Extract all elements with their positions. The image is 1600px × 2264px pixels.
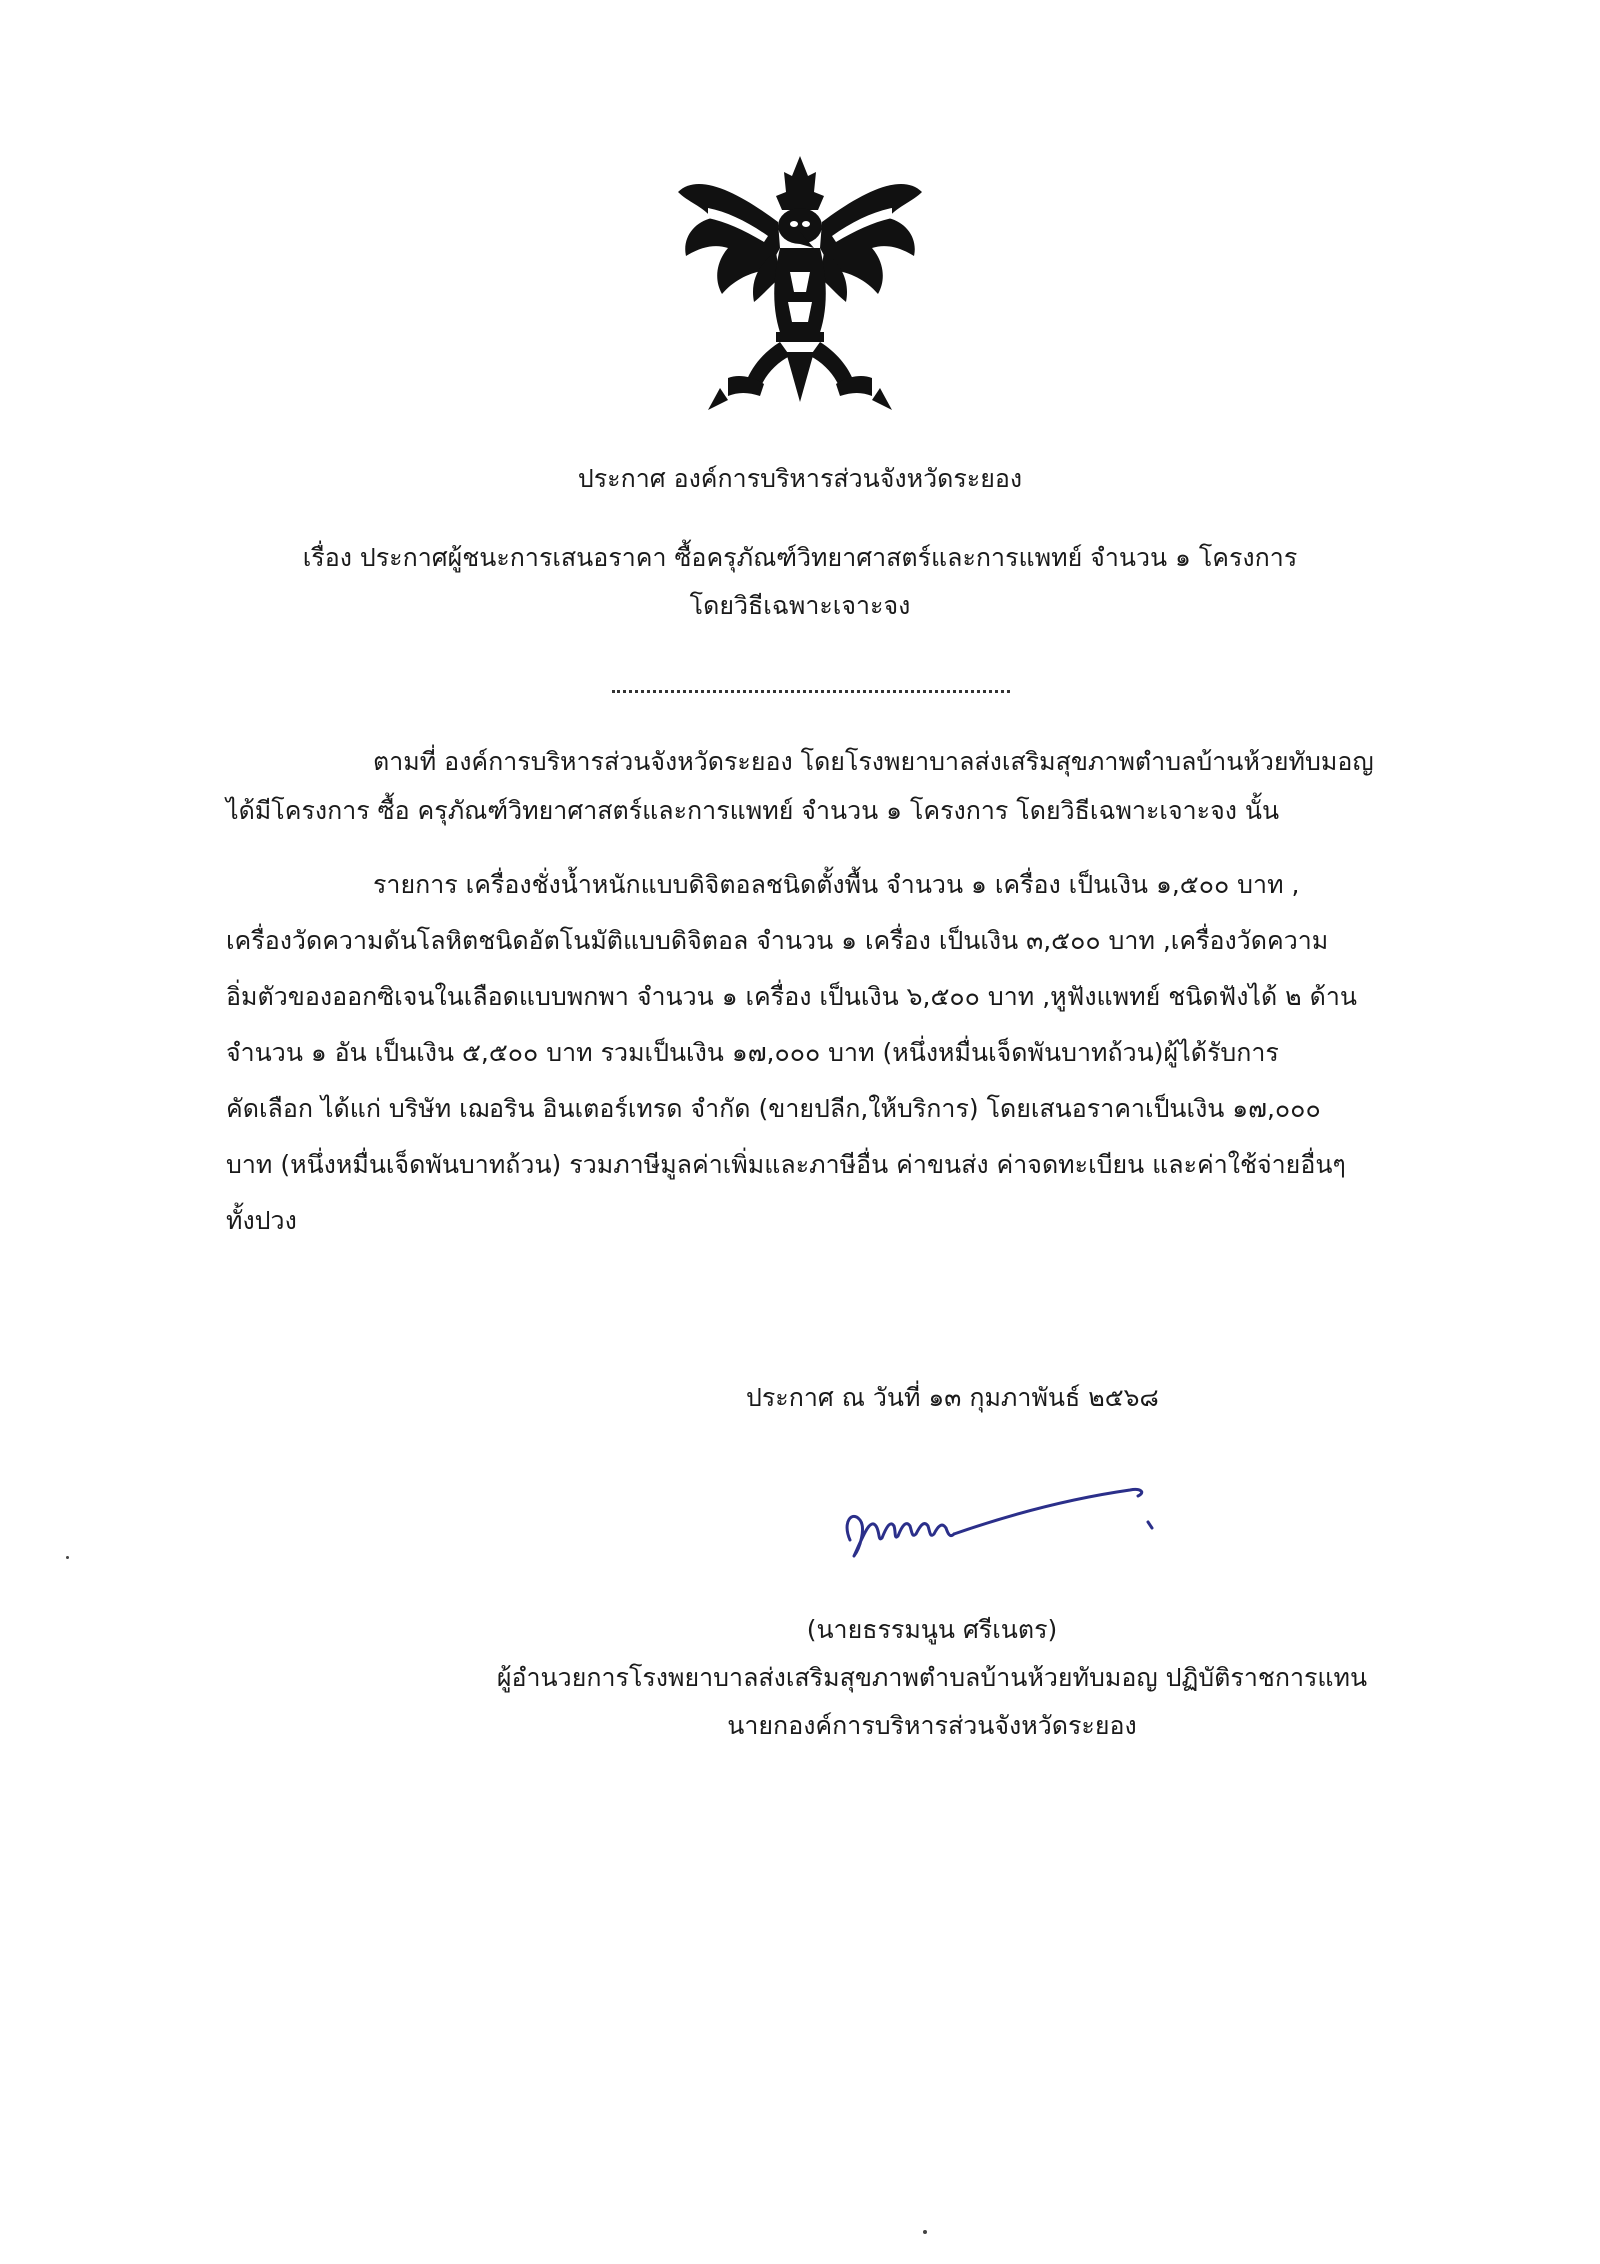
- handwritten-signature: [830, 1470, 1170, 1580]
- announcement-date: ประกาศ ณ วันที่ ๑๓ กุมภาพันธ์ ๒๕๖๘: [746, 1383, 1159, 1412]
- subject-line-1: เรื่อง ประกาศผู้ชนะการเสนอราคา ซื้อครุภัณฑ์วิทยาศาสตร์และการแพทย์ จำนวน ๑ โครงการ: [302, 543, 1298, 572]
- paragraph-2-line-4: จำนวน ๑ อัน เป็นเงิน ๕,๕๐๐ บาท รวมเป็นเงิน ๑๗,๐๐๐ บาท (หนึ่งหมื่นเจ็ดพันบาทถ้วน)ผู้ได้รับการ: [226, 1038, 1279, 1067]
- paragraph-1-line-2: ได้มีโครงการ ซื้อ ครุภัณฑ์วิทยาศาสตร์และการแพทย์ จำนวน ๑ โครงการ โดยวิธีเฉพาะเจาะจง นั้น: [226, 796, 1280, 825]
- announcement-title: ประกาศ องค์การบริหารส่วนจังหวัดระยอง: [577, 464, 1023, 493]
- garuda-emblem-icon: [668, 152, 932, 414]
- paragraph-2-line-7: ทั้งปวง: [226, 1206, 297, 1235]
- scan-speck: [923, 2230, 927, 2234]
- paragraph-2-line-2: เครื่องวัดความดันโลหิตชนิดอัตโนมัติแบบดิจิตอล จำนวน ๑ เครื่อง เป็นเงิน ๓,๕๐๐ บาท ,เครื่องวัดความ: [226, 926, 1329, 955]
- subject-line-2: โดยวิธีเฉพาะเจาะจง: [689, 591, 911, 620]
- dotted-divider: [612, 690, 1010, 693]
- signatory-name: (นายธรรมนูน ศรีเนตร): [806, 1615, 1058, 1644]
- paragraph-2-line-5: คัดเลือก ได้แก่ บริษัท เฌอริน อินเตอร์เทรด จำกัด (ขายปลีก,ให้บริการ) โดยเสนอราคาเป็นเงิน ๑๗,๐๐๐: [226, 1094, 1321, 1123]
- scan-speck: [66, 1556, 69, 1559]
- paragraph-2-line-1: รายการ เครื่องชั่งน้ำหนักแบบดิจิตอลชนิดตั้งพื้น จำนวน ๑ เครื่อง เป็นเงิน ๑,๕๐๐ บาท ,: [373, 870, 1300, 899]
- paragraph-1-line-1: ตามที่ องค์การบริหารส่วนจังหวัดระยอง โดยโรงพยาบาลส่งเสริมสุขภาพตำบลบ้านห้วยทับมอญ: [373, 747, 1374, 776]
- paragraph-2-line-6: บาท (หนึ่งหมื่นเจ็ดพันบาทถ้วน) รวมภาษีมูลค่าเพิ่มและภาษีอื่น ค่าขนส่ง ค่าจดทะเบียน และค่าใช้จ่ายอื่นๆ: [226, 1150, 1346, 1179]
- signatory-position-line-1: ผู้อำนวยการโรงพยาบาลส่งเสริมสุขภาพตำบลบ้านห้วยทับมอญ ปฏิบัติราชการแทน: [496, 1663, 1368, 1692]
- signatory-position-line-2: นายกองค์การบริหารส่วนจังหวัดระยอง: [727, 1711, 1137, 1740]
- paragraph-2-line-3: อิ่มตัวของออกซิเจนในเลือดแบบพกพา จำนวน ๑ เครื่อง เป็นเงิน ๖,๕๐๐ บาท ,หูฟังแพทย์ ชนิดฟังได้ ๒ ด้าน: [226, 982, 1357, 1011]
